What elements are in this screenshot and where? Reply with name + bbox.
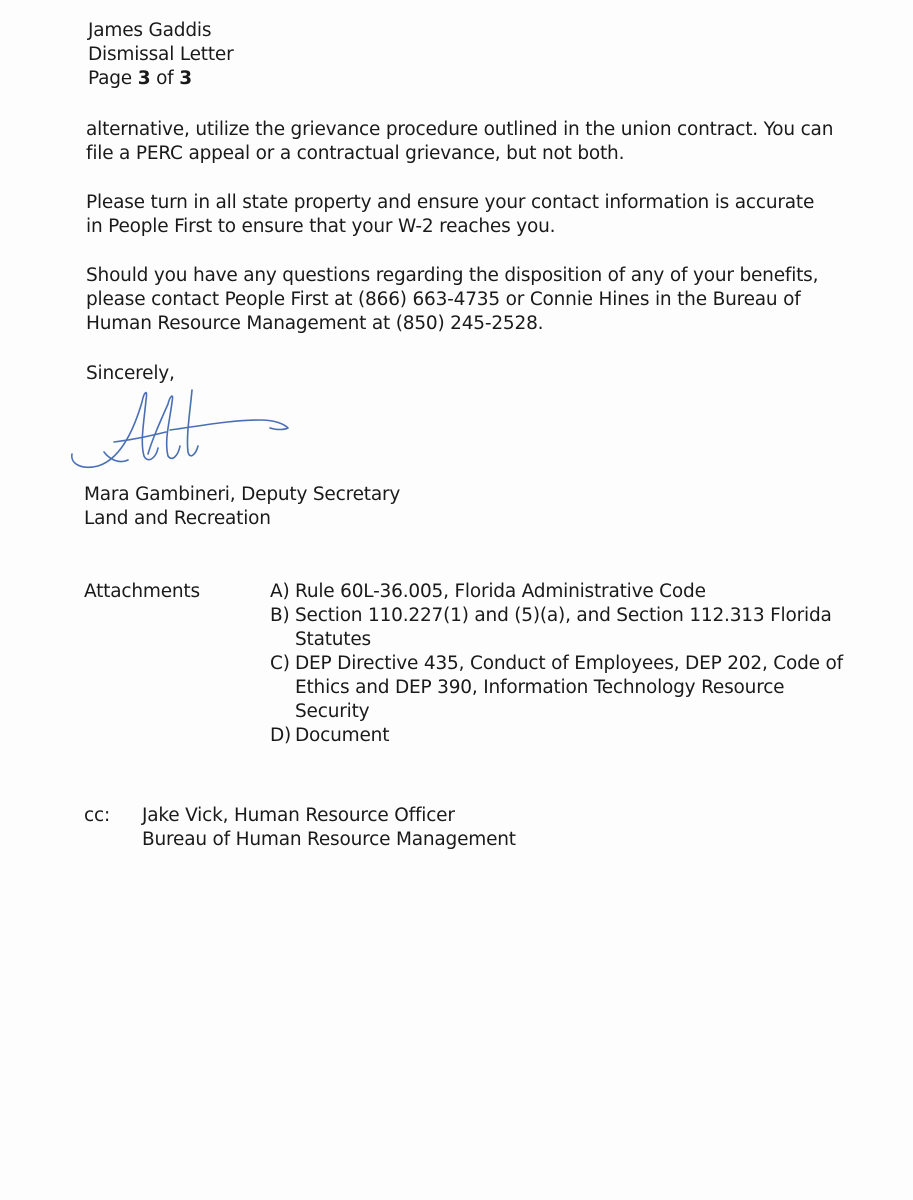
attachment-line: Statutes (295, 629, 371, 650)
attachment-marker: C) (270, 653, 290, 674)
paragraph-line: please contact People First at (866) 663-4735 or Connie Hines in the Bureau of (86, 289, 801, 310)
attachment-item (270, 604, 843, 652)
attachments-label: Attachments (84, 581, 200, 602)
closing-salutation: Sincerely, (86, 363, 175, 384)
attachments-list (270, 580, 843, 748)
signer-block (84, 483, 400, 531)
attachment-item (270, 724, 843, 748)
cc-label: cc: (84, 805, 110, 826)
attachment-marker: D) (270, 725, 292, 746)
document-type: Dismissal Letter (88, 44, 234, 65)
paragraph-line: Should you have any questions regarding the disposition of any of your benefits, (86, 265, 819, 286)
paragraph-line: Please turn in all state property and ensure your contact information is accurate (86, 192, 815, 213)
attachment-line: Section 110.227(1) and (5)(a), and Section 112.313 Florida (295, 605, 832, 626)
recipient-name: James Gaddis (88, 20, 212, 41)
page-total: 3 (179, 68, 192, 89)
letter-header (88, 19, 233, 91)
paragraph-grievance (86, 118, 833, 166)
paragraph-line: file a PERC appeal or a contractual grievance, but not both. (86, 143, 625, 164)
paragraph-line: Human Resource Management at (850) 245-2528. (86, 313, 544, 334)
attachment-line: DEP Directive 435, Conduct of Employees, DEP 202, Code of (295, 653, 843, 674)
signer-name-title: Mara Gambineri, Deputy Secretary (84, 484, 401, 505)
paragraph-line: in People First to ensure that your W-2 reaches you. (86, 216, 556, 237)
cc-line: Bureau of Human Resource Management (142, 829, 516, 850)
page-current: 3 (137, 68, 151, 89)
attachment-marker: B) (270, 605, 290, 626)
handwritten-signature (70, 382, 300, 474)
attachment-line: Rule 60L-36.005, Florida Administrative Code (295, 581, 706, 602)
page-indicator: Page 3 of 3 (88, 68, 192, 89)
cc-recipients (142, 804, 516, 852)
signer-division: Land and Recreation (84, 508, 271, 529)
attachment-marker: A) (270, 581, 290, 602)
attachment-line: Ethics and DEP 390, Information Technology Resource (295, 677, 785, 698)
paragraph-line: alternative, utilize the grievance procedure outlined in the union contract. You can (86, 119, 834, 140)
attachment-item (270, 580, 843, 604)
attachment-item (270, 652, 843, 724)
paragraph-contact (86, 264, 818, 336)
attachment-line: Document (295, 725, 390, 746)
attachment-line: Security (295, 701, 370, 722)
paragraph-state-property (86, 191, 814, 239)
cc-line: Jake Vick, Human Resource Officer (142, 805, 455, 826)
